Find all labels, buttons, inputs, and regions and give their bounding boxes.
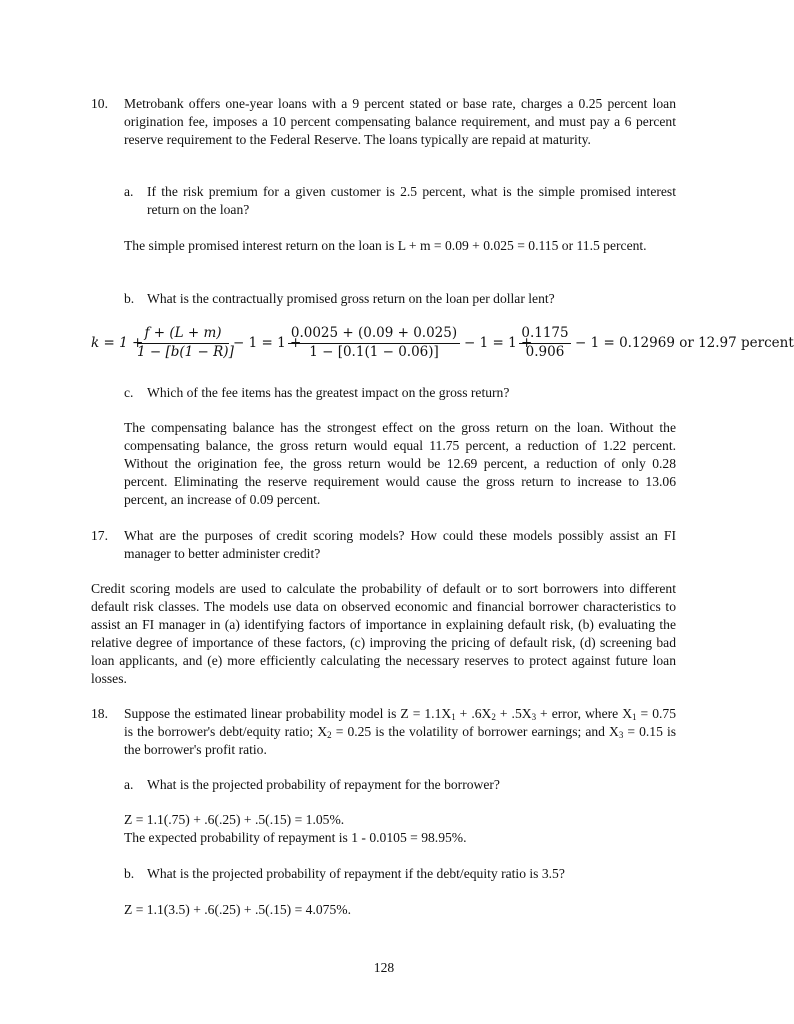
q10-part-a-letter: a.: [124, 184, 134, 199]
q10-part-c-answer: The compensating balance has the strongest effect on the gross return on the loan. Without the compensating balance, the gross return would equal 11.75 percent, a reduction of 1.22 percent. Without the origination fee, the gross return would be 12.69 percent, a reduction of only 0.28 percent. Eliminating the reserve requirement would cause the gross return to increase to 13.06 percent, an increase of 0.09 percent.: [124, 420, 676, 507]
q10-part-b-letter: b.: [124, 291, 135, 306]
q18-text-part: + error, where X: [536, 706, 633, 721]
question-10-text: Metrobank offers one-year loans with a 9 percent stated or base rate, charges a 0.25 percent loan origination fee, imposes a 10 percent compensating balance requirement, and must pay a 6 percent reserve requirement to the Federal Reserve. The loans typically are repaid at maturity.: [124, 96, 676, 147]
q18-part-a-answer-line1: Z = 1.1(.75) + .6(.25) + .5(.15) = 1.05%.: [124, 812, 345, 827]
q18-part-b-answer-line1: Z = 1.1(3.5) + .6(.25) + .5(.15) = 4.075%.: [124, 902, 351, 917]
q18-sub: 3: [618, 730, 624, 740]
eq-mid-1: − 1 = 1 +: [233, 335, 302, 351]
q10-part-b-question: What is the contractually promised gross return on the loan per dollar lent?: [147, 291, 555, 306]
q18-text-part: = 0.15 is the borrower's profit ratio.: [124, 724, 677, 757]
q18-part-b-letter: b.: [124, 866, 135, 881]
eq-end: − 1 = 0.12969 or 12.97 percent: [575, 335, 794, 351]
q18-text-part: + .6X: [455, 706, 492, 721]
q18-part-b-question: What is the projected probability of repayment if the debt/equity ratio is 3.5?: [147, 866, 565, 881]
eq-frac2-denominator: 1 − [0.1(1 − 0.06)]: [309, 344, 439, 360]
q18-text-part: Suppose the estimated linear probability model is Z = 1.1X: [124, 706, 452, 721]
eq-frac1-numerator: f + (L + m): [137, 325, 229, 344]
question-18-text: [124, 705, 676, 759]
q18-part-a-letter: a.: [124, 777, 134, 792]
eq-fraction-3: [519, 325, 571, 361]
q18-text-part: = 0.25 is the volatility of borrower earnings; and X: [331, 724, 619, 739]
q10-part-c-letter: c.: [124, 385, 134, 400]
eq-frac3-denominator: 0.906: [525, 344, 565, 360]
q10-part-c-question: Which of the fee items has the greatest impact on the gross return?: [147, 385, 510, 400]
page-number: 128: [373, 960, 395, 975]
q18-text-part: = 0.75 is the borrower's debt/equity ratio; X: [124, 706, 676, 739]
q18-sub: 2: [491, 712, 496, 722]
q10-part-a-question: If the risk premium for a given customer is 2.5 percent, what is the simple promised interest return on the loan?: [147, 184, 676, 217]
question-17-answer: Credit scoring models are used to calculate the probability of default or to sort borrowers into different default risk classes. The models use data on observed economic and financial borrower characteristics to assist an FI manager in (a) identifying factors of importance in explaining default risk, (b) evaluating the relative degree of importance of these factors, (c) improving the pricing of default risk, (d) screening bad loan applicants, and (e) more efficiently calculating the necessary reserves to protect against future loan losses.: [91, 581, 676, 686]
eq-fraction-2: [288, 325, 460, 361]
q10-part-a-answer: The simple promised interest return on the loan is L + m = 0.09 + 0.025 = 0.115 or 11.5 percent.: [124, 238, 647, 253]
q18-text-part: + .5X: [495, 706, 532, 721]
q18-sub: 1: [632, 712, 637, 722]
gross-return-equation: [91, 322, 794, 366]
eq-mid-2: − 1 = 1 +: [464, 335, 533, 351]
eq-fraction-1: [137, 325, 234, 361]
question-number-18: 18.: [91, 706, 108, 721]
q18-part-a-answer-line2: The expected probability of repayment is 1 - 0.0105 = 98.95%.: [124, 830, 467, 845]
q18-sub: 2: [327, 730, 332, 740]
eq-k-start: k = 1 +: [91, 335, 144, 351]
q18-part-a-question: What is the projected probability of repayment for the borrower?: [147, 777, 500, 792]
question-number-17: 17.: [91, 528, 108, 543]
eq-frac1-denominator: 1 − [b(1 − R)]: [137, 344, 234, 360]
q18-sub: 1: [451, 712, 456, 722]
question-17-text: What are the purposes of credit scoring models? How could these models possibly assist an FI manager to better administer credit?: [124, 528, 676, 561]
eq-frac3-numerator: 0.1175: [519, 325, 571, 344]
q18-sub: 3: [531, 712, 537, 722]
eq-frac2-numerator: 0.0025 + (0.09 + 0.025): [288, 325, 460, 344]
question-number-10: 10.: [91, 96, 108, 111]
